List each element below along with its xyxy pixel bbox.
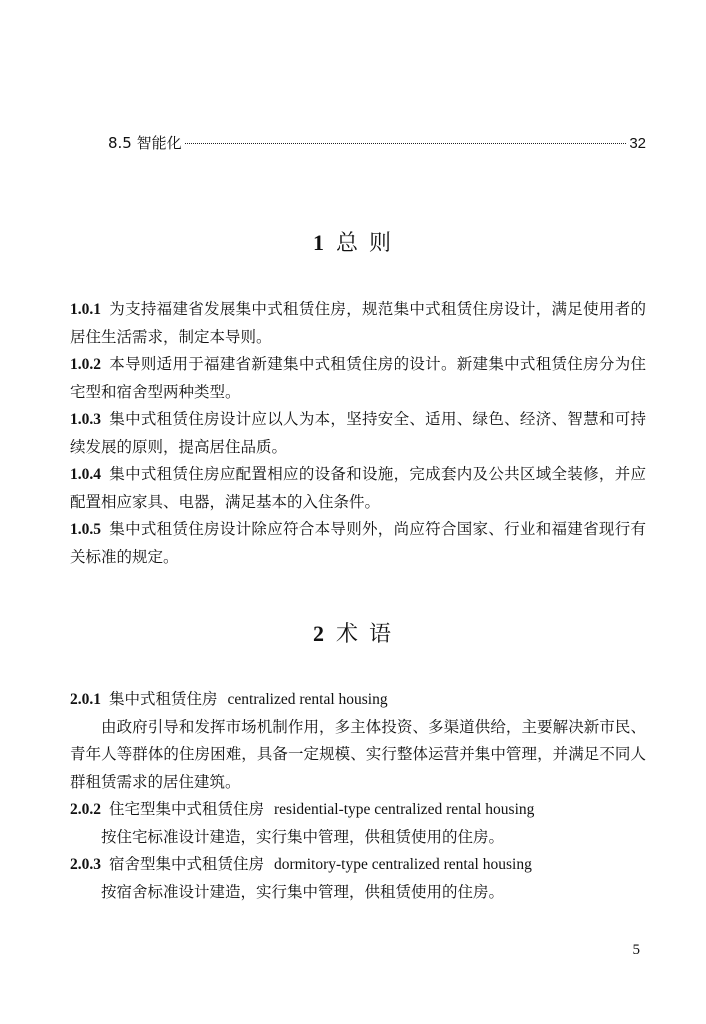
clause-text: 集中式租赁住房设计除应符合本导则外，尚应符合国家、行业和福建省现行有关标准的规定。 [70,520,646,566]
clause-text: 为支持福建省发展集中式租赁住房，规范集中式租赁住房设计，满足使用者的居住生活需求，制定本导则。 [70,300,646,346]
clause-number: 1.0.3 [70,411,101,428]
term-number: 2.0.2 [70,801,101,818]
term-definition: 由政府引导和发挥市场机制作用，多主体投资、多渠道供给，主要解决新市民、青年人等群体的住房困难，具备一定规模、实行整体运营并集中管理，并满足不同人群租赁需求的居住建筑。 [70,717,646,791]
toc-entry-label: 8.5 智能化 [108,134,182,152]
chapter-2-title: 术 语 [336,622,393,647]
toc-entry-page: 32 [629,135,646,152]
clause-1-0-4 [70,461,646,516]
term-2-0-2 [70,796,646,824]
clause-number: 1.0.1 [70,301,101,318]
clause-1-0-3 [70,406,646,461]
clause-1-0-2 [70,351,646,406]
chapter-1-heading [0,226,706,257]
toc-leader-dots [185,143,627,144]
term-name: 集中式租赁住房 [109,690,218,708]
chapter-2-number: 2 [313,621,326,646]
clause-text: 集中式租赁住房应配置相应的设备和设施，完成套内及公共区域全装修，并应配置相应家具、电器，满足基本的入住条件。 [70,465,646,511]
term-definition: 按住宅标准设计建造，实行集中管理，供租赁使用的住房。 [101,827,505,846]
clause-number: 1.0.4 [70,466,101,483]
term-english: centralized rental housing [227,691,388,708]
term-name: 宿舍型集中式租赁住房 [109,855,265,873]
term-definition: 按宿舍标准设计建造，实行集中管理，供租赁使用的住房。 [101,882,505,901]
term-english: residential-type centralized rental housing [274,801,535,818]
term-number: 2.0.3 [70,856,101,873]
chapter-1-number: 1 [313,230,326,255]
term-english: dormitory-type centralized rental housing [274,856,532,873]
clause-number: 1.0.2 [70,356,101,373]
clause-1-0-5 [70,516,646,571]
term-number: 2.0.1 [70,691,101,708]
term-2-0-3 [70,851,646,879]
chapter-1-title: 总 则 [336,231,393,256]
chapter-2-heading [0,617,706,648]
clause-1-0-1 [70,296,646,351]
chapter-2-body [70,686,646,906]
term-2-0-1 [70,686,646,714]
chapter-1-body [70,296,646,571]
term-name: 住宅型集中式租赁住房 [109,800,265,818]
toc-entry[interactable] [108,132,646,153]
clause-number: 1.0.5 [70,521,101,538]
clause-text: 本导则适用于福建省新建集中式租赁住房的设计。新建集中式租赁住房分为住宅型和宿舍型两种类型。 [70,355,646,401]
page-number: 5 [632,942,640,958]
clause-text: 集中式租赁住房设计应以人为本，坚持安全、适用、绿色、经济、智慧和可持续发展的原则，提高居住品质。 [70,410,646,456]
